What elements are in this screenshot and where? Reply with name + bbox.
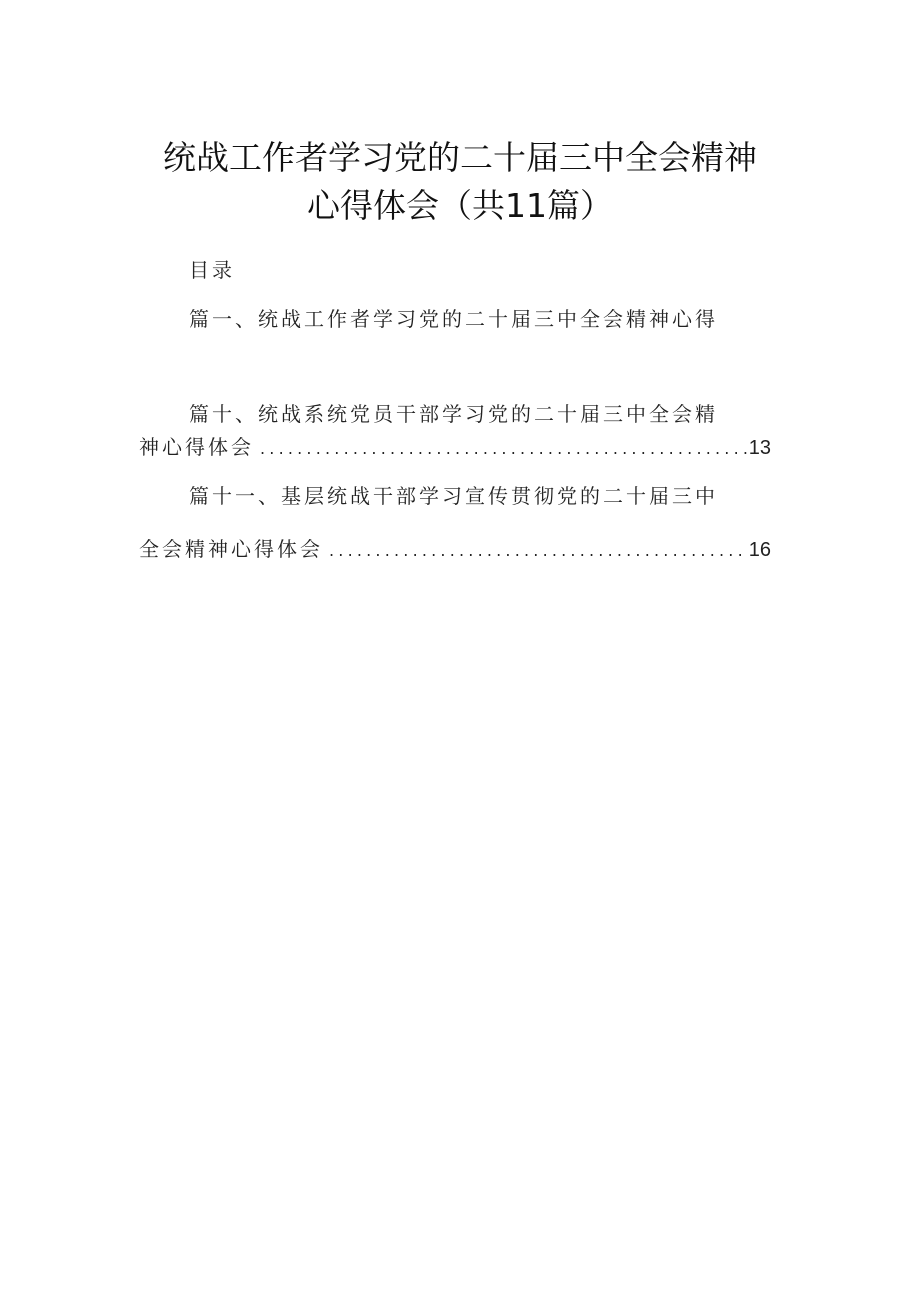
toc-leader-dots — [323, 539, 747, 563]
document-title-line-1: 统战工作者学习党的二十届三中全会精神 — [163, 138, 757, 177]
toc-entry-10-line-2[interactable] — [139, 435, 771, 461]
toc-entry-11-page-number: 16 — [748, 539, 771, 561]
toc-heading: 目录 — [189, 258, 235, 282]
document-title-line-2: 心得体会（共11篇） — [307, 186, 613, 225]
toc-entry-11-line-1[interactable]: 篇十一、基层统战干部学习宣传贯彻党的二十届三中 — [189, 484, 718, 508]
toc-leader-dots — [254, 437, 747, 461]
toc-entry-10-page-number: 13 — [748, 437, 771, 459]
toc-entry-10-line-1[interactable]: 篇十、统战系统党员干部学习党的二十届三中全会精 — [189, 402, 718, 426]
toc-entry-1[interactable]: 篇一、统战工作者学习党的二十届三中全会精神心得 — [189, 307, 718, 331]
toc-entry-11-line-2[interactable] — [139, 537, 771, 563]
toc-entry-11-text: 全会精神心得体会 — [139, 537, 323, 561]
toc-entry-10-text: 神心得体会 — [139, 435, 254, 459]
